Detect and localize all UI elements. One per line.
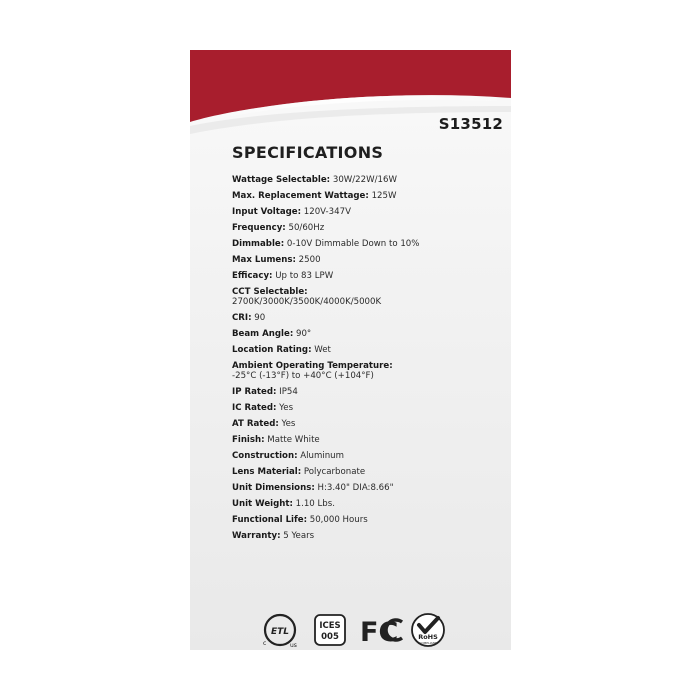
spec-value: Aluminum <box>300 451 344 461</box>
spec-label: Ambient Operating Temperature: <box>232 361 393 371</box>
spec-value: Yes <box>281 419 296 429</box>
spec-item <box>232 287 502 307</box>
spec-label: Wattage Selectable: <box>232 175 331 185</box>
rohs-compliant-icon <box>410 612 446 648</box>
etl-c-text: c <box>263 640 267 647</box>
spec-item <box>232 361 502 381</box>
spec-label: Warranty: <box>232 531 281 541</box>
spec-value: 0-10V Dimmable Down to 10% <box>286 239 420 249</box>
spec-value: Wet <box>314 345 331 355</box>
spec-item <box>232 499 502 509</box>
spec-item <box>232 531 502 541</box>
ices-005-icon <box>313 612 347 648</box>
spec-label: Unit Weight: <box>232 499 293 509</box>
spec-value: 50,000 Hours <box>309 515 368 525</box>
spec-label: IP Rated: <box>232 387 277 397</box>
spec-label: AT Rated: <box>232 419 279 429</box>
spec-item <box>232 329 502 339</box>
spec-value: 2700K/3000K/3500K/4000K/5000K <box>232 297 382 307</box>
spec-item <box>232 451 502 461</box>
spec-value: 50/60Hz <box>288 223 325 233</box>
spec-value: Yes <box>279 403 294 413</box>
spec-value: -25°C (-13°F) to +40°C (+104°F) <box>232 371 374 381</box>
spec-label: Unit Dimensions: <box>232 483 315 493</box>
spec-label: Efficacy: <box>232 271 273 281</box>
spec-label: Input Voltage: <box>232 207 302 217</box>
spec-label: Finish: <box>232 435 265 445</box>
spec-item <box>232 255 502 265</box>
spec-value: 30W/22W/16W <box>332 175 397 185</box>
spec-value: H:3.40" DIA:8.66" <box>317 483 394 493</box>
spec-value: 125W <box>371 191 397 201</box>
spec-item <box>232 191 502 201</box>
ices-line1: ICES <box>319 621 341 631</box>
model-number: S13512 <box>438 115 503 133</box>
spec-label: Construction: <box>232 451 298 461</box>
spec-value: 90° <box>296 329 312 339</box>
rohs-text: RoHS <box>418 633 438 641</box>
spec-value: Up to 83 LPW <box>275 271 334 281</box>
spec-value: 1.10 Lbs. <box>295 499 335 509</box>
spec-item <box>232 515 502 525</box>
spec-value: 90 <box>254 313 266 323</box>
spec-value: 2500 <box>298 255 321 265</box>
spec-item <box>232 483 502 493</box>
ices-line2: 005 <box>321 632 339 642</box>
spec-label: Beam Angle: <box>232 329 294 339</box>
spec-item <box>232 313 502 323</box>
spec-list <box>232 175 502 547</box>
spec-item <box>232 403 502 413</box>
spec-label: IC Rated: <box>232 403 277 413</box>
spec-item <box>232 271 502 281</box>
spec-value: Polycarbonate <box>303 467 366 477</box>
spec-item <box>232 175 502 185</box>
spec-item <box>232 387 502 397</box>
spec-value: IP54 <box>279 387 298 397</box>
rohs-sub-text: COMPLIANT <box>419 641 437 645</box>
spec-label: Dimmable: <box>232 239 285 249</box>
spec-item <box>232 419 502 429</box>
etl-us-text: us <box>290 642 297 648</box>
spec-item <box>232 239 502 249</box>
spec-value: 120V-347V <box>303 207 351 217</box>
page-title: SPECIFICATIONS <box>232 143 384 162</box>
spec-item <box>232 207 502 217</box>
spec-item <box>232 345 502 355</box>
spec-label: Location Rating: <box>232 345 312 355</box>
spec-item <box>232 467 502 477</box>
spec-value: Matte White <box>267 435 320 445</box>
spec-label: CCT Selectable: <box>232 287 308 297</box>
fcc-icon <box>358 612 404 648</box>
etl-listed-icon <box>260 612 300 648</box>
spec-label: Lens Material: <box>232 467 302 477</box>
spec-item <box>232 223 502 233</box>
spec-label: Frequency: <box>232 223 286 233</box>
etl-mark-text: ETL <box>270 627 290 637</box>
spec-label: Max. Replacement Wattage: <box>232 191 369 201</box>
spec-sheet-card <box>190 50 511 650</box>
spec-value: 5 Years <box>283 531 315 541</box>
spec-label: Functional Life: <box>232 515 308 525</box>
spec-item <box>232 435 502 445</box>
spec-label: Max Lumens: <box>232 255 296 265</box>
certification-logos <box>260 612 450 648</box>
fcc-mark-text: FC <box>360 617 399 648</box>
spec-label: CRI: <box>232 313 252 323</box>
